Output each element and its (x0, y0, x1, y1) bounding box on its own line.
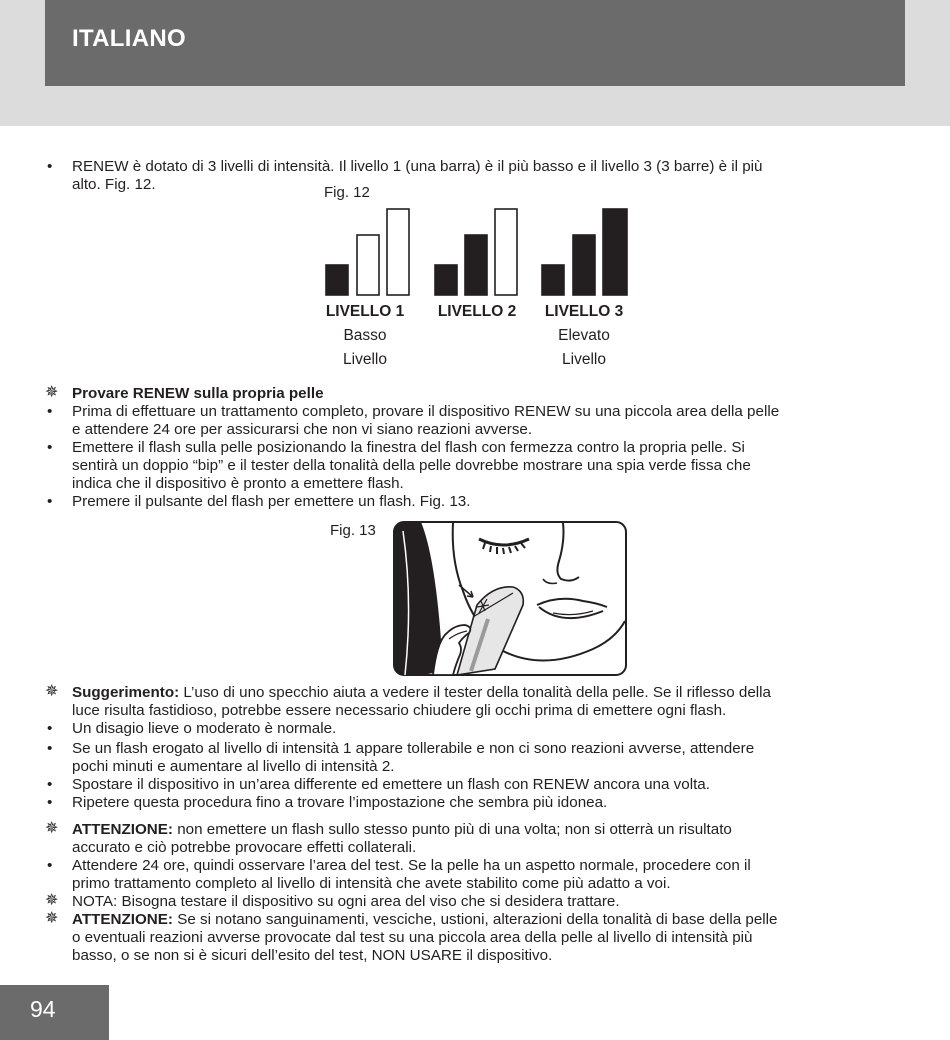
warning-1 (45, 821, 905, 857)
after-tip-bullet-4 (45, 794, 905, 812)
level-1-caption (316, 300, 414, 372)
level-3-caption (535, 300, 633, 372)
page-number-box (0, 985, 109, 1040)
warning-2-line-1: Se si notano sanguinamenti, vesciche, ustioni, alterazioni della tonalità di base della pelle (172, 911, 778, 928)
level-3-bars (542, 209, 627, 295)
after-tip-bullet-2-line-2: pochi minuti e aumentare al livello di intensità 2. (72, 758, 395, 775)
try-bullet-3-line-1: Premere il pulsante del flash per emettere un flash. Fig. 13. (72, 493, 471, 510)
warning-1-label: ATTENZIONE: (72, 821, 173, 838)
try-bullet-1 (45, 403, 905, 439)
level-2-bar-3 (495, 209, 517, 295)
warning-2-label: ATTENZIONE: (72, 911, 173, 928)
level-3-desc-1: Elevato (558, 327, 610, 344)
warning-2-line-2: o eventuali reazioni avverse provocate dal test su una piccola area della pelle al livello di intensità più (72, 929, 753, 946)
level-1-desc-1: Basso (343, 327, 387, 344)
level-2-bars (435, 209, 517, 295)
try-bullet-1-line-1: Prima di effettuare un trattamento completo, provare il dispositivo RENEW su una piccola area della pelle (72, 403, 780, 420)
bullet-icon: • (47, 439, 53, 456)
warning-1-line-2: accurato e ciò potrebbe provocare effetti collaterali. (72, 839, 417, 856)
level-3-bar-3 (603, 209, 627, 295)
level-2-name: LIVELLO 2 (437, 303, 517, 320)
tip-line-1: L’uso di uno specchio aiuta a vedere il tester della tonalità della pelle. Se il riflesso della (179, 684, 772, 701)
after-tip-bullet-3 (45, 776, 905, 794)
level-3-desc-2: Livello (562, 351, 606, 368)
intensity-levels-figure (320, 204, 640, 300)
warning-2 (45, 911, 905, 965)
fig12-label: Fig. 12 (324, 184, 370, 201)
sun-icon: ✵ (45, 384, 59, 401)
fig13-label: Fig. 13 (330, 522, 376, 539)
bullet-icon: • (47, 857, 53, 874)
try-bullet-2-line-3: indica che il dispositivo è pronto a emettere flash. (72, 475, 404, 492)
tip-line-2: luce risulta fastidioso, potrebbe essere necessario chiudere gli occhi prima di emettere ogni flash. (72, 702, 727, 719)
bullet-icon: • (47, 158, 53, 175)
section-try-title: Provare RENEW sulla propria pelle (72, 385, 324, 402)
sun-icon: ✵ (45, 683, 59, 700)
level-1-desc-2: Livello (343, 351, 387, 368)
after-tip-bullet-4-line-1: Ripetere questa procedura fino a trovare l’impostazione che sembra più idonea. (72, 794, 608, 811)
level-2-bar-2 (465, 235, 487, 295)
try-bullet-2-line-1: Emettere il flash sulla pelle posizionando la finestra del flash con fermezza contro la propria pelle. Si (72, 439, 745, 456)
intro-line-2: alto. Fig. 12. (72, 176, 156, 193)
sun-icon: ✵ (45, 910, 59, 927)
try-bullet-2-line-2: sentirà un doppio “bip” e il tester della tonalità della pelle dovrebbe mostrare una spia verde fissa che (72, 457, 751, 474)
wait-bullet-line-1: Attendere 24 ore, quindi osservare l’area del test. Se la pelle ha un aspetto normale, procedere con il (72, 857, 751, 874)
level-1-bar-3 (387, 209, 409, 295)
level-2-caption (428, 300, 526, 324)
intro-bullet (45, 158, 905, 194)
level-3-bar-2 (573, 235, 595, 295)
level-1-bar-1 (326, 265, 348, 295)
after-tip-bullet-2 (45, 740, 905, 776)
level-1-bars (326, 209, 409, 295)
page-number: 94 (30, 996, 56, 1022)
level-1-name: LIVELLO 1 (325, 303, 405, 320)
bullet-icon: • (47, 720, 53, 737)
warning-1-line-1: non emettere un flash sullo stesso punto più di una volta; non si otterrà un risultato (172, 821, 732, 838)
bullet-icon: • (47, 794, 53, 811)
note (45, 893, 905, 911)
after-tip-bullet-3-line-1: Spostare il dispositivo in un’area differente ed emettere un flash con RENEW ancora una volta. (72, 776, 710, 793)
try-bullet-1-line-2: e attendere 24 ore per assicurarsi che non vi siano reazioni avverse. (72, 421, 533, 438)
try-bullet-3 (45, 493, 905, 511)
bullet-icon: • (47, 776, 53, 793)
after-tip-bullet-2-line-1: Se un flash erogato al livello di intensità 1 appare tollerabile e non ci sono reazioni avverse, attendere (72, 740, 755, 757)
section-try-heading (45, 385, 905, 403)
level-3-bar-1 (542, 265, 564, 295)
wait-bullet (45, 857, 905, 893)
tip-block (45, 684, 905, 720)
language-header (45, 0, 905, 86)
tip-label: Suggerimento: (72, 684, 180, 701)
bullet-icon: • (47, 403, 53, 420)
level-1-bar-2 (357, 235, 379, 295)
device-on-face-illustration (393, 521, 627, 676)
level-3-name: LIVELLO 3 (544, 303, 624, 320)
bullet-icon: • (47, 493, 53, 510)
intro-line-1: RENEW è dotato di 3 livelli di intensità. Il livello 1 (una barra) è il più basso e il livello 3 (3 barre) è il più (72, 158, 763, 175)
bullet-icon: • (47, 740, 53, 757)
wait-bullet-line-2: primo trattamento completo al livello di intensità che avete stabilito come più adatto a voi. (72, 875, 671, 892)
sun-icon: ✵ (45, 892, 59, 909)
note-text: NOTA: Bisogna testare il dispositivo su ogni area del viso che si desidera trattare. (72, 893, 620, 910)
level-2-bar-1 (435, 265, 457, 295)
after-tip-bullet-1-line-1: Un disagio lieve o moderato è normale. (72, 720, 337, 737)
sun-icon: ✵ (45, 820, 59, 837)
language-title: ITALIANO (72, 25, 186, 52)
after-tip-bullet-1 (45, 720, 905, 738)
try-bullet-2 (45, 439, 905, 493)
warning-2-line-3: basso, o se non si è sicuri dell’esito del test, NON USARE il dispositivo. (72, 947, 553, 964)
